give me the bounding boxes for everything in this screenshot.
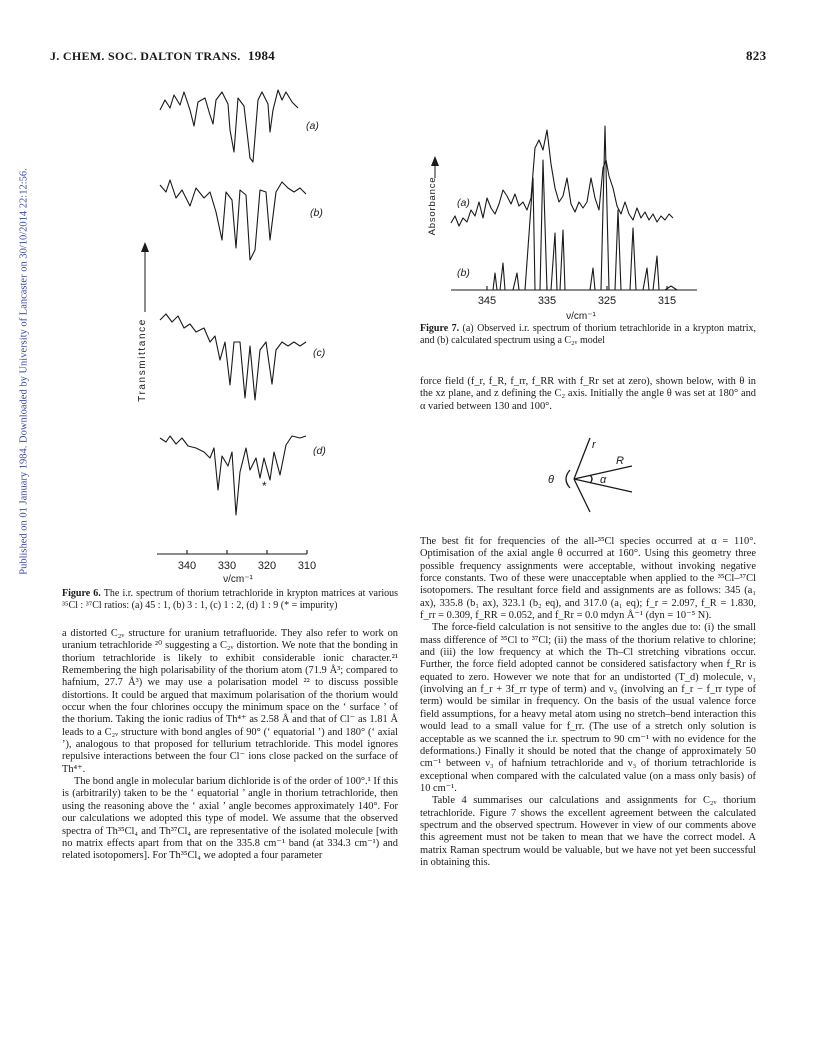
- fig6-label-a: (a): [306, 120, 319, 132]
- left-paragraph-1: a distorted C₂ᵥ structure for uranium tetrafluoride. They also refer to work on uranium tetrachloride ²⁰ suggesting a C₂ᵥ distortion. We note that the bonding in thorium tetrachloride is likely to exhibit considerable ionic character.²¹ Remembering the high polarisability of the thorium atom (71.9 Å³; compared to hafnium, 27.7 Å³) we may use a polarisation model ²² to discuss possible distortions. It could be argued that maximum polarisation of the thorium would occur when the four chlorines occupy the minimum space on the ‘ surface ’ of the thorium. Taking the ionic radius of Th⁴⁺ as 2.58 Å and that of Cl⁻ as 1.81 Å leads to a C₂ᵥ structure with bond angles of 90° (‘ equatorial ’) and 180° (‘ axial ’), analogous to that proposed for tellurium tetrachloride. This model ignores repulsive interactions between the four Cl⁻ ions close packed on the surface of Th⁴⁺.: [62, 628, 398, 775]
- journal-name: J. CHEM. SOC. DALTON TRANS.: [50, 49, 241, 63]
- fig7-y-arrow-head: [431, 156, 439, 166]
- fig7-x-label: ν/cm⁻¹: [566, 311, 596, 322]
- fig7-tick-label-345: 345: [477, 295, 497, 307]
- running-header: [50, 48, 275, 64]
- fig6-label-b: (b): [310, 207, 323, 219]
- fig7-tick-label-315: 315: [657, 295, 677, 307]
- fig7-label-a: (a): [457, 197, 470, 209]
- diagram-label-R: R: [616, 455, 624, 467]
- figure-7: [415, 118, 755, 328]
- right-paragraph-top: force field (f_r, f_R, f_rr, f_RR with f_Rr set at zero), shown below, with θ in the xz plane, and z defining the C₂ axis. Initially the angle θ was set at 180° and α varied between 130 and 100°.: [420, 376, 756, 412]
- fig6-y-arrow-head: [141, 242, 149, 252]
- angle-diagram: [532, 434, 642, 514]
- bond-r-lower: [574, 479, 590, 512]
- fig7-tick-label-335: 335: [537, 295, 557, 307]
- fig6-tick-label-330: 330: [217, 560, 237, 572]
- journal-year: 1984: [247, 48, 276, 63]
- alpha-arc: [590, 475, 592, 483]
- right-paragraph-1: The best fit for frequencies of the all-³⁵Cl species occurred at α = 110°. Optimisation of the axial angle θ occurred at 160°. Using this geometry three possible frequency assignments were acceptable, without invoking negative force constants. Two of these were unacceptable when applied to the ³⁵Cl–³⁷Cl isotopomers. The resultant force field and assignments are as follows: 345 (a₁ ax), 335.8 (b₁ ax), 323.1 (b₂ eq), and 317.0 (a₁ eq); f_r = 2.097, f_R = 1.830, f_rr = 0.309, f_RR = 0.052, and f_Rr = 0.0 mdyn Å⁻¹ (dyn = 10⁻⁵ N).: [420, 536, 756, 622]
- fig6-caption-label: Figure 6.: [62, 588, 101, 599]
- right-text-bottom: [420, 536, 756, 869]
- download-side-note: Published on 01 January 1984. Downloaded by University of Lancaster on 30/10/2014 22:12:56.: [18, 168, 30, 575]
- fig7-y-label: Absorbance: [427, 176, 438, 236]
- fig6-x-label: ν/cm⁻¹: [223, 574, 253, 585]
- fig6-label-c: (c): [313, 347, 326, 359]
- page-number: 823: [746, 48, 767, 63]
- right-paragraph-2: The force-field calculation is not sensitive to the angles due to: (i) the small mass difference of ³⁵Cl to ³⁷Cl; (ii) the mass of the thorium relative to chlorine; and (iii) the low frequency at which the Th–Cl stretching vibrations occur. Further, the force field adopted cannot be considered satisfactory when f_Rr is equated to zero. However we note that for an undistorted (T_d) molecule, ν₁ (involving an f_r + 3f_rr type of term) and ν₃ (involving an f_r − f_rr type of term) would be similar in frequency. On the basis of the usual valence force field assumptions, for a heavy metal atom using no stretch–bend interaction this would lead to a small value for f_rr. (The use of a stretch only solution is acceptable as we scanned the i.r. spectrum to 90 cm⁻¹ with no evidence for the deformations.) Finally it should be noted that the change of approximately 50 cm⁻¹ between ν₃ of hafnium tetrachloride and ν₃ of thorium tetrachloride is exceptional when compared with the calculated value (on a mass only basis) of 10 cm⁻¹.: [420, 622, 756, 794]
- fig7-trace-a: [451, 130, 673, 226]
- figure-6: [110, 80, 350, 585]
- figure-6-caption: [62, 588, 398, 611]
- right-paragraph-3: Table 4 summarises our calculations and assignments for C₂ᵥ thorium tetrachloride. Figure 7 shows the excellent agreement between the calculated spectrum and the observed spectrum. However in view of our comments above this agreement must not be taken to mean that we have the correct model. A matrix Raman spectrum would be valuable, but we have not yet been successful in obtaining this.: [420, 795, 756, 868]
- bond-r-upper: [574, 438, 590, 479]
- fig6-tick-label-340: 340: [177, 560, 197, 572]
- fig7-tick-label-325: 325: [597, 295, 617, 307]
- fig6-label-d: (d): [313, 445, 326, 457]
- diagram-label-alpha: α: [600, 474, 607, 486]
- fig6-caption-text: The i.r. spectrum of thorium tetrachloride in krypton matrices at various ³⁵Cl : ³⁷Cl ratios: (a) 45 : 1, (b) 3 : 1, (c) 1 : 2, (d) 1 : 9 (* = impurity): [62, 588, 398, 611]
- figure-7-caption: [420, 323, 756, 346]
- diagram-label-r: r: [592, 439, 596, 451]
- fig6-trace-d: [160, 436, 306, 515]
- fig6-y-label: Transmittance: [137, 318, 148, 402]
- fig6-tick-label-320: 320: [257, 560, 277, 572]
- theta-arc: [566, 470, 570, 488]
- fig6-trace-a: [160, 90, 298, 162]
- fig6-impurity-marker: *: [262, 479, 267, 493]
- fig7-label-b: (b): [457, 267, 470, 279]
- fig6-trace-b: [160, 180, 306, 260]
- diagram-label-theta: θ: [548, 474, 554, 486]
- fig6-tick-label-310: 310: [297, 560, 317, 572]
- right-text-top: [420, 376, 756, 413]
- fig7-caption-text: (a) Observed i.r. spectrum of thorium tetrachloride in a krypton matrix, and (b) calculated spectrum using a C₂ᵥ model: [420, 323, 756, 346]
- fig7-caption-label: Figure 7.: [420, 323, 460, 334]
- fig6-trace-c: [160, 314, 306, 400]
- left-text-column: [62, 628, 398, 863]
- left-paragraph-2: The bond angle in molecular barium dichloride is of the order of 100°.¹ If this is (arbitrarily) taken to be the ‘ equatorial ’ angle in thorium tetrachloride, then using the reasoning above the ‘ axial ’ angle becomes approximately 140°. For our calculations we adopted this type of model. We assume that the observed spectra of Th³⁵Cl₄ and Th³⁷Cl₄ are representative of the isolated molecule [with no matrix effects apart from that on the 335.8 cm⁻¹ band (at 334.3 cm⁻¹) and related isotopomers]. For Th³⁵Cl₄ we adopted a four parameter: [62, 776, 398, 862]
